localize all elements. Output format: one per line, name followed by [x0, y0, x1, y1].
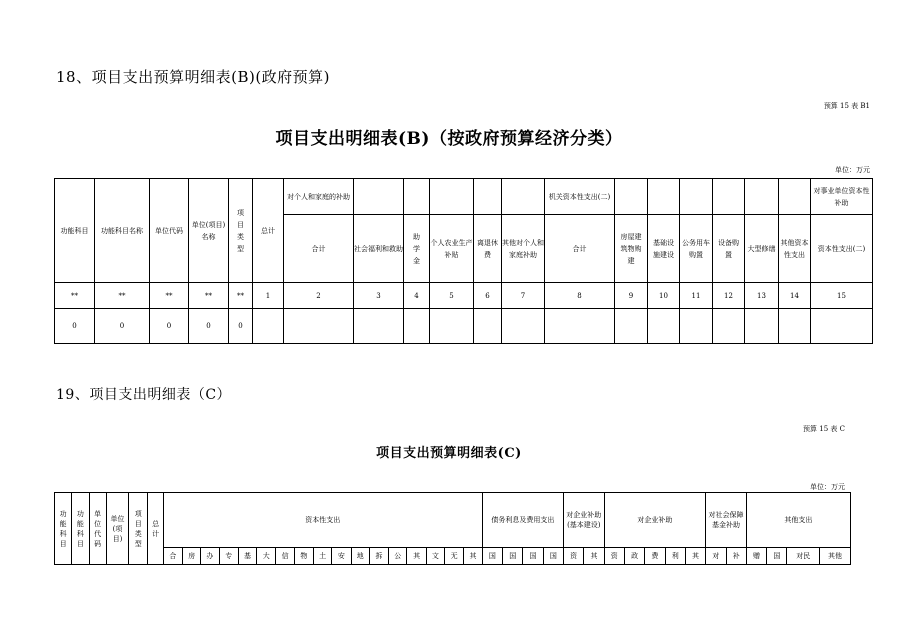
unit-label-c: 单位：万元: [810, 483, 845, 491]
col-c2: 合计: [284, 215, 354, 283]
table-cell: 对: [706, 548, 726, 565]
col-c8: 合计: [545, 215, 615, 283]
table-cell: 办: [201, 548, 219, 565]
col-c11: 公务用车购置: [680, 215, 713, 283]
col-c4: 助学金: [404, 215, 430, 283]
table-cell: [474, 309, 502, 344]
col-c5: 个人农业生产补贴: [430, 215, 474, 283]
table-cell: 其: [685, 548, 705, 565]
table-cell: 国: [503, 548, 523, 565]
table-cell: 大: [257, 548, 276, 565]
table-cell: 15: [811, 283, 873, 309]
col-unit-name: 单位(项目): [106, 493, 128, 565]
table-b-title: 项目支出明细表(B)（按政府预算经济分类）: [275, 129, 623, 149]
group-debt: 债务利息及费用支出: [482, 493, 563, 548]
col-c9: 房屋建筑物购建: [615, 215, 648, 283]
col-func-code: 功能科目: [55, 179, 95, 283]
table-cell: [284, 309, 354, 344]
table-cell: 拆: [369, 548, 388, 565]
table-cell: 2: [284, 283, 354, 309]
table-cell: [745, 309, 779, 344]
table-cell: 资: [563, 548, 583, 565]
col-c13: 大型修缮: [745, 215, 779, 283]
table-c: [54, 492, 851, 565]
table-cell: 文: [426, 548, 444, 565]
form-number-b1: 预算 15 表 B1: [823, 102, 870, 110]
header-blank: [502, 179, 545, 215]
col-c15: 资本性支出(二): [811, 215, 873, 283]
table-cell: 0: [95, 309, 150, 344]
table-cell: 0: [55, 309, 95, 344]
table-cell: 6: [474, 283, 502, 309]
group-social-security: 对社会保障基金补助: [706, 493, 747, 548]
col-total: 总计: [148, 493, 163, 565]
table-cell: 地: [351, 548, 369, 565]
col-c7: 其他对个人和家庭补助: [502, 215, 545, 283]
table-cell: 14: [779, 283, 811, 309]
group-personal-subsidy: 对个人和家庭的补助: [284, 179, 354, 215]
table-cell: [502, 309, 545, 344]
table-cell: [779, 309, 811, 344]
table-cell: 无: [445, 548, 464, 565]
table-cell: 信: [276, 548, 294, 565]
table-cell: **: [150, 283, 189, 309]
table-cell: [430, 309, 474, 344]
table-cell: 补: [726, 548, 746, 565]
table-cell: 利: [665, 548, 685, 565]
col-c12: 设备购置: [713, 215, 745, 283]
index-row: [55, 283, 873, 309]
table-cell: 4: [404, 283, 430, 309]
section-19-heading: 19、项目支出明细表（C）: [56, 387, 232, 403]
table-cell: [713, 309, 745, 344]
table-cell: 公: [389, 548, 407, 565]
table-cell: 8: [545, 283, 615, 309]
header-blank: [713, 179, 745, 215]
table-c-title: 项目支出预算明细表(C): [376, 446, 522, 461]
table-cell: [404, 309, 430, 344]
section-18-heading: 18、项目支出预算明细表(B)(政府预算): [56, 68, 331, 86]
table-cell: 房: [182, 548, 200, 565]
table-cell: **: [55, 283, 95, 309]
table-cell: 基: [238, 548, 256, 565]
unit-label-b: 单位：万元: [835, 166, 870, 174]
table-cell: [615, 309, 648, 344]
table-cell: 国: [543, 548, 563, 565]
header-blank: [745, 179, 779, 215]
table-cell: 1: [253, 283, 284, 309]
table-cell: 13: [745, 283, 779, 309]
table-cell: 土: [314, 548, 332, 565]
col-unit-code: 单位代码: [89, 493, 106, 565]
table-cell: 0: [229, 309, 253, 344]
table-cell: 安: [332, 548, 351, 565]
col-c10: 基础设施建设: [648, 215, 680, 283]
group-capital-expense-2: 机关资本性支出(二): [545, 179, 615, 215]
table-cell: 5: [430, 283, 474, 309]
col-project-type: 项目类型: [129, 493, 148, 565]
table-cell: 9: [615, 283, 648, 309]
table-cell: 国: [523, 548, 543, 565]
header-blank: [404, 179, 430, 215]
col-func-name: 功能科目: [72, 493, 89, 565]
table-cell: 0: [150, 309, 189, 344]
table-cell: 10: [648, 283, 680, 309]
table-cell: 对民: [787, 548, 820, 565]
group-enterprise: 对企业补助: [604, 493, 706, 548]
table-cell: 物: [294, 548, 313, 565]
table-cell: [545, 309, 615, 344]
group-capital: 资本性支出: [163, 493, 482, 548]
table-cell: **: [95, 283, 150, 309]
subheader-row: [55, 548, 851, 565]
group-public-capital: 对事业单位资本性补助: [811, 179, 873, 215]
header-blank: [648, 179, 680, 215]
data-row: [55, 309, 873, 344]
header-blank: [354, 179, 404, 215]
form-number-c: 预算 15 表 C: [803, 425, 845, 433]
table-cell: 资: [604, 548, 624, 565]
table-cell: 合: [163, 548, 182, 565]
table-cell: 国: [482, 548, 502, 565]
header-blank: [615, 179, 648, 215]
col-c3: 社会福利和救助: [354, 215, 404, 283]
col-project-type: 项目类型: [229, 179, 253, 283]
table-cell: 专: [219, 548, 238, 565]
col-unit-name: 单位(项目)名称: [189, 179, 229, 283]
table-cell: 赠: [746, 548, 766, 565]
table-cell: [253, 309, 284, 344]
table-cell: 其他: [820, 548, 851, 565]
table-cell: 3: [354, 283, 404, 309]
table-cell: 11: [680, 283, 713, 309]
header-blank: [779, 179, 811, 215]
table-cell: 其: [584, 548, 604, 565]
col-func-subject: 功能科目: [55, 493, 72, 565]
table-cell: **: [229, 283, 253, 309]
table-cell: [354, 309, 404, 344]
table-cell: 0: [189, 309, 229, 344]
group-other: 其他支出: [746, 493, 850, 548]
table-cell: 7: [502, 283, 545, 309]
table-cell: 其: [407, 548, 426, 565]
group-enterprise-capital: 对企业补助(基本建设): [563, 493, 604, 548]
table-cell: 其: [464, 548, 482, 565]
col-func-name: 功能科目名称: [95, 179, 150, 283]
table-cell: [648, 309, 680, 344]
table-cell: 12: [713, 283, 745, 309]
col-c14: 其他资本性支出: [779, 215, 811, 283]
header-blank: [474, 179, 502, 215]
table-cell: [811, 309, 873, 344]
table-cell: 国: [767, 548, 787, 565]
col-c6: 离退休费: [474, 215, 502, 283]
table-b: [54, 178, 873, 344]
header-blank: [680, 179, 713, 215]
table-cell: 政: [624, 548, 644, 565]
table-cell: **: [189, 283, 229, 309]
table-cell: 费: [645, 548, 665, 565]
col-unit-code: 单位代码: [150, 179, 189, 283]
col-total: 总计: [253, 179, 284, 283]
header-blank: [430, 179, 474, 215]
table-cell: [680, 309, 713, 344]
